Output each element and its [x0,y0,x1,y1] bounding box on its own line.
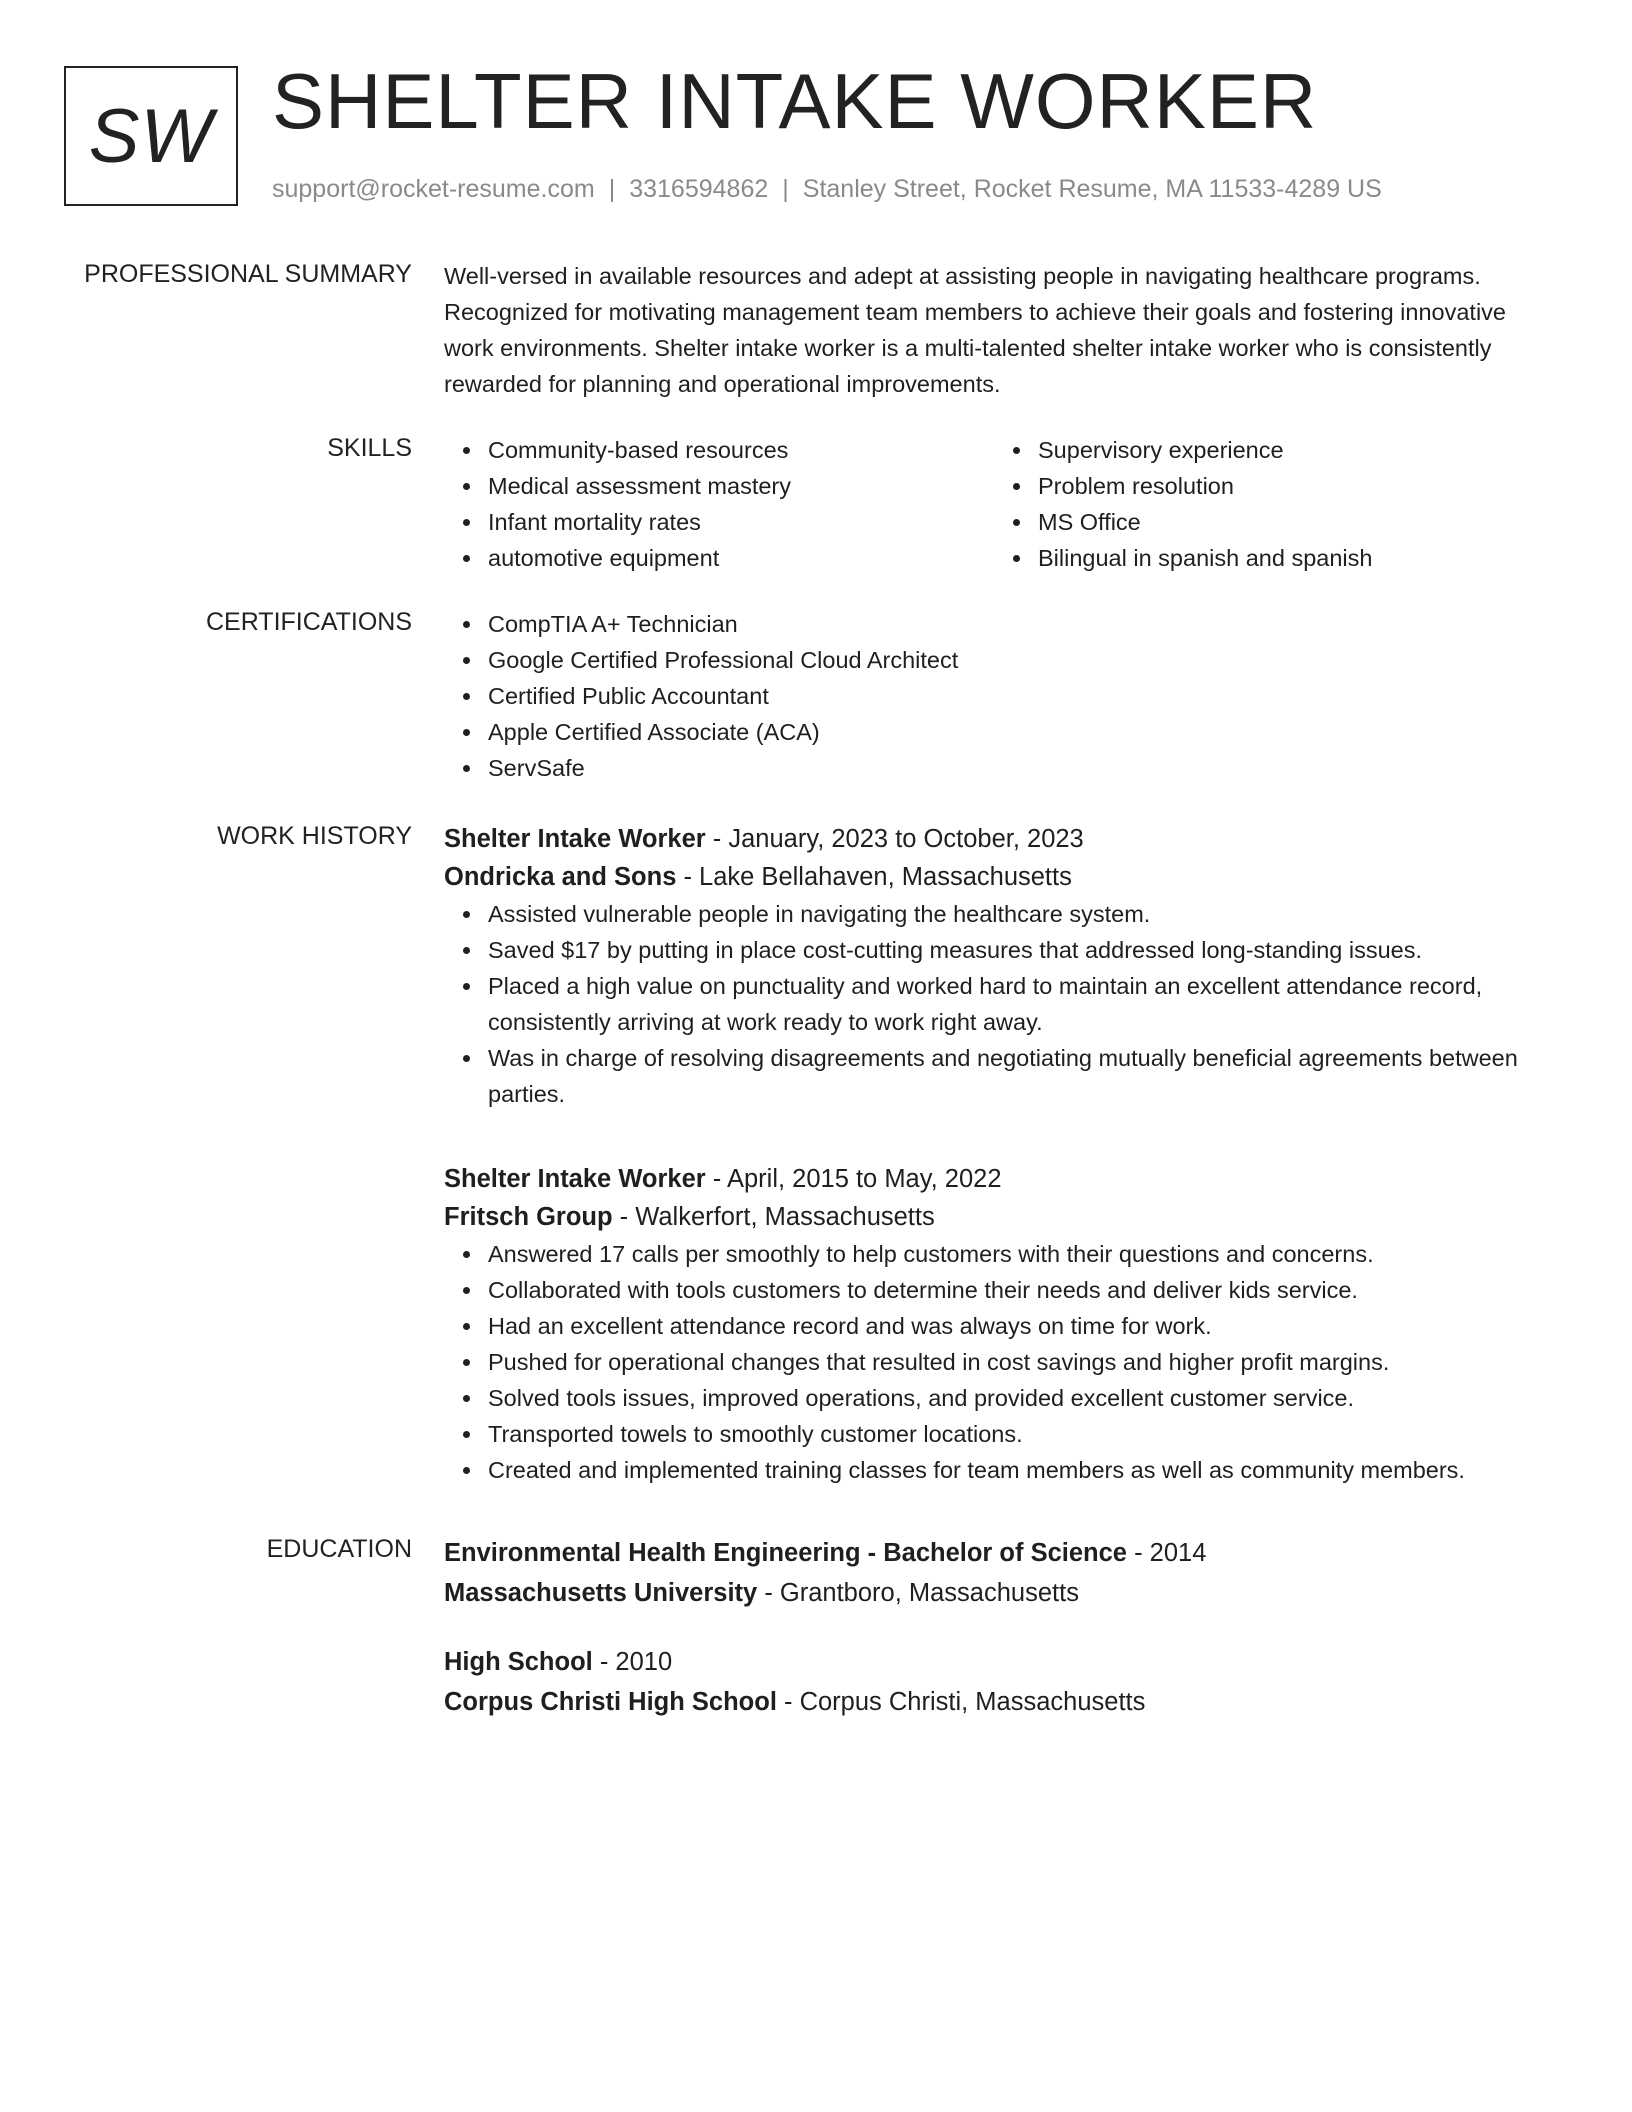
education-degree-line [444,1642,1544,1682]
certification-item: Google Certified Professional Cloud Architect [488,642,1544,678]
certifications-list [444,606,1544,786]
job-company: Ondricka and Sons [444,863,677,891]
job-bullet: Had an excellent attendance record and was always on time for work. [488,1308,1544,1344]
section-label-work-history: WORK HISTORY [217,822,412,850]
summary-text: Well-versed in available resources and adept at assisting people in navigating healthcare programs. Recognized for motivating management team members to achieve their goals and fostering innovative work environments. Shelter intake worker is a multi-talented shelter intake worker who is consistently rewarded for planning and operational improvements. [444,263,1506,397]
section-label-education: EDUCATION [266,1535,412,1563]
contact-phone[interactable]: 3316594862 [629,175,769,203]
job-bullet: Collaborated with tools customers to determine their needs and deliver kids service. [488,1272,1544,1308]
job-bullet: Placed a high value on punctuality and worked hard to maintain an excellent attendance record, consistently arriving at work ready to work right away. [488,968,1544,1040]
education-year: - 2014 [1126,1539,1207,1567]
monogram-initials: SW [88,93,214,179]
contact-email[interactable]: support@rocket-resume.com [272,175,595,203]
section-label-skills: SKILLS [327,434,412,462]
job-title: Shelter Intake Worker [444,825,706,853]
education-degree: High School [444,1648,593,1676]
job-bullet: Answered 17 calls per smoothly to help customers with their questions and concerns. [488,1236,1544,1272]
job-title-line [444,1160,1544,1198]
job-bullet: Saved $17 by putting in place cost-cutting measures that addressed long-standing issues. [488,932,1544,968]
skills-column-2 [994,432,1544,576]
education-school-line [444,1573,1544,1613]
certification-item: CompTIA A+ Technician [488,606,1544,642]
contact-address: Stanley Street, Rocket Resume, MA 11533-4289 US [802,175,1382,203]
job-company: Fritsch Group [444,1203,613,1231]
education-entry [444,1642,1544,1722]
job-entry [444,1160,1544,1488]
education-entry [444,1533,1544,1613]
certification-item: Apple Certified Associate (ACA) [488,714,1544,750]
education-location: - Corpus Christi, Massachusetts [776,1688,1146,1716]
job-location: - Walkerfort, Massachusetts [612,1203,935,1231]
skill-item: Supervisory experience [1038,432,1544,468]
job-bullets [444,896,1544,1112]
section-label-certifications: CERTIFICATIONS [205,608,412,636]
job-bullet: Pushed for operational changes that resulted in cost savings and higher profit margins. [488,1344,1544,1380]
job-location: - Lake Bellahaven, Massachusetts [676,863,1072,891]
section-label-summary: PROFESSIONAL SUMMARY [84,260,412,288]
candidate-name: SHELTER INTAKE WORKER [272,57,1318,145]
job-title-line [444,820,1544,858]
contact-separator: | [608,175,616,203]
education-school-line [444,1682,1544,1722]
education-school: Massachusetts University [444,1579,758,1607]
skill-item: Community-based resources [488,432,994,468]
job-bullet: Transported towels to smoothly customer locations. [488,1416,1544,1452]
job-dates: - April, 2015 to May, 2022 [705,1165,1002,1193]
education-year: - 2010 [592,1648,673,1676]
job-bullet: Created and implemented training classes for team members as well as community members. [488,1452,1544,1488]
skill-item: Bilingual in spanish and spanish [1038,540,1544,576]
skill-item: Infant mortality rates [488,504,994,540]
education-degree-line [444,1533,1544,1573]
monogram-badge [64,66,238,206]
certification-item: Certified Public Accountant [488,678,1544,714]
skill-item: automotive equipment [488,540,994,576]
job-dates: - January, 2023 to October, 2023 [705,825,1084,853]
contact-separator: | [782,175,789,203]
contact-line [272,174,1382,204]
job-bullet: Assisted vulnerable people in navigating the healthcare system. [488,896,1544,932]
skill-item: Medical assessment mastery [488,468,994,504]
education-location: - Grantboro, Massachusetts [757,1579,1079,1607]
job-bullets [444,1236,1544,1488]
job-company-line [444,1198,1544,1236]
job-company-line [444,858,1544,896]
education-school: Corpus Christi High School [444,1688,777,1716]
skill-item: MS Office [1038,504,1544,540]
job-title: Shelter Intake Worker [444,1165,706,1193]
job-bullet: Was in charge of resolving disagreements and negotiating mutually beneficial agreements between parties. [488,1040,1544,1112]
job-entry [444,820,1544,1112]
certification-item: ServSafe [488,750,1544,786]
education-degree: Environmental Health Engineering - Bachelor of Science [444,1539,1127,1567]
skills-column-1 [444,432,994,576]
skill-item: Problem resolution [1038,468,1544,504]
job-bullet: Solved tools issues, improved operations, and provided excellent customer service. [488,1380,1544,1416]
